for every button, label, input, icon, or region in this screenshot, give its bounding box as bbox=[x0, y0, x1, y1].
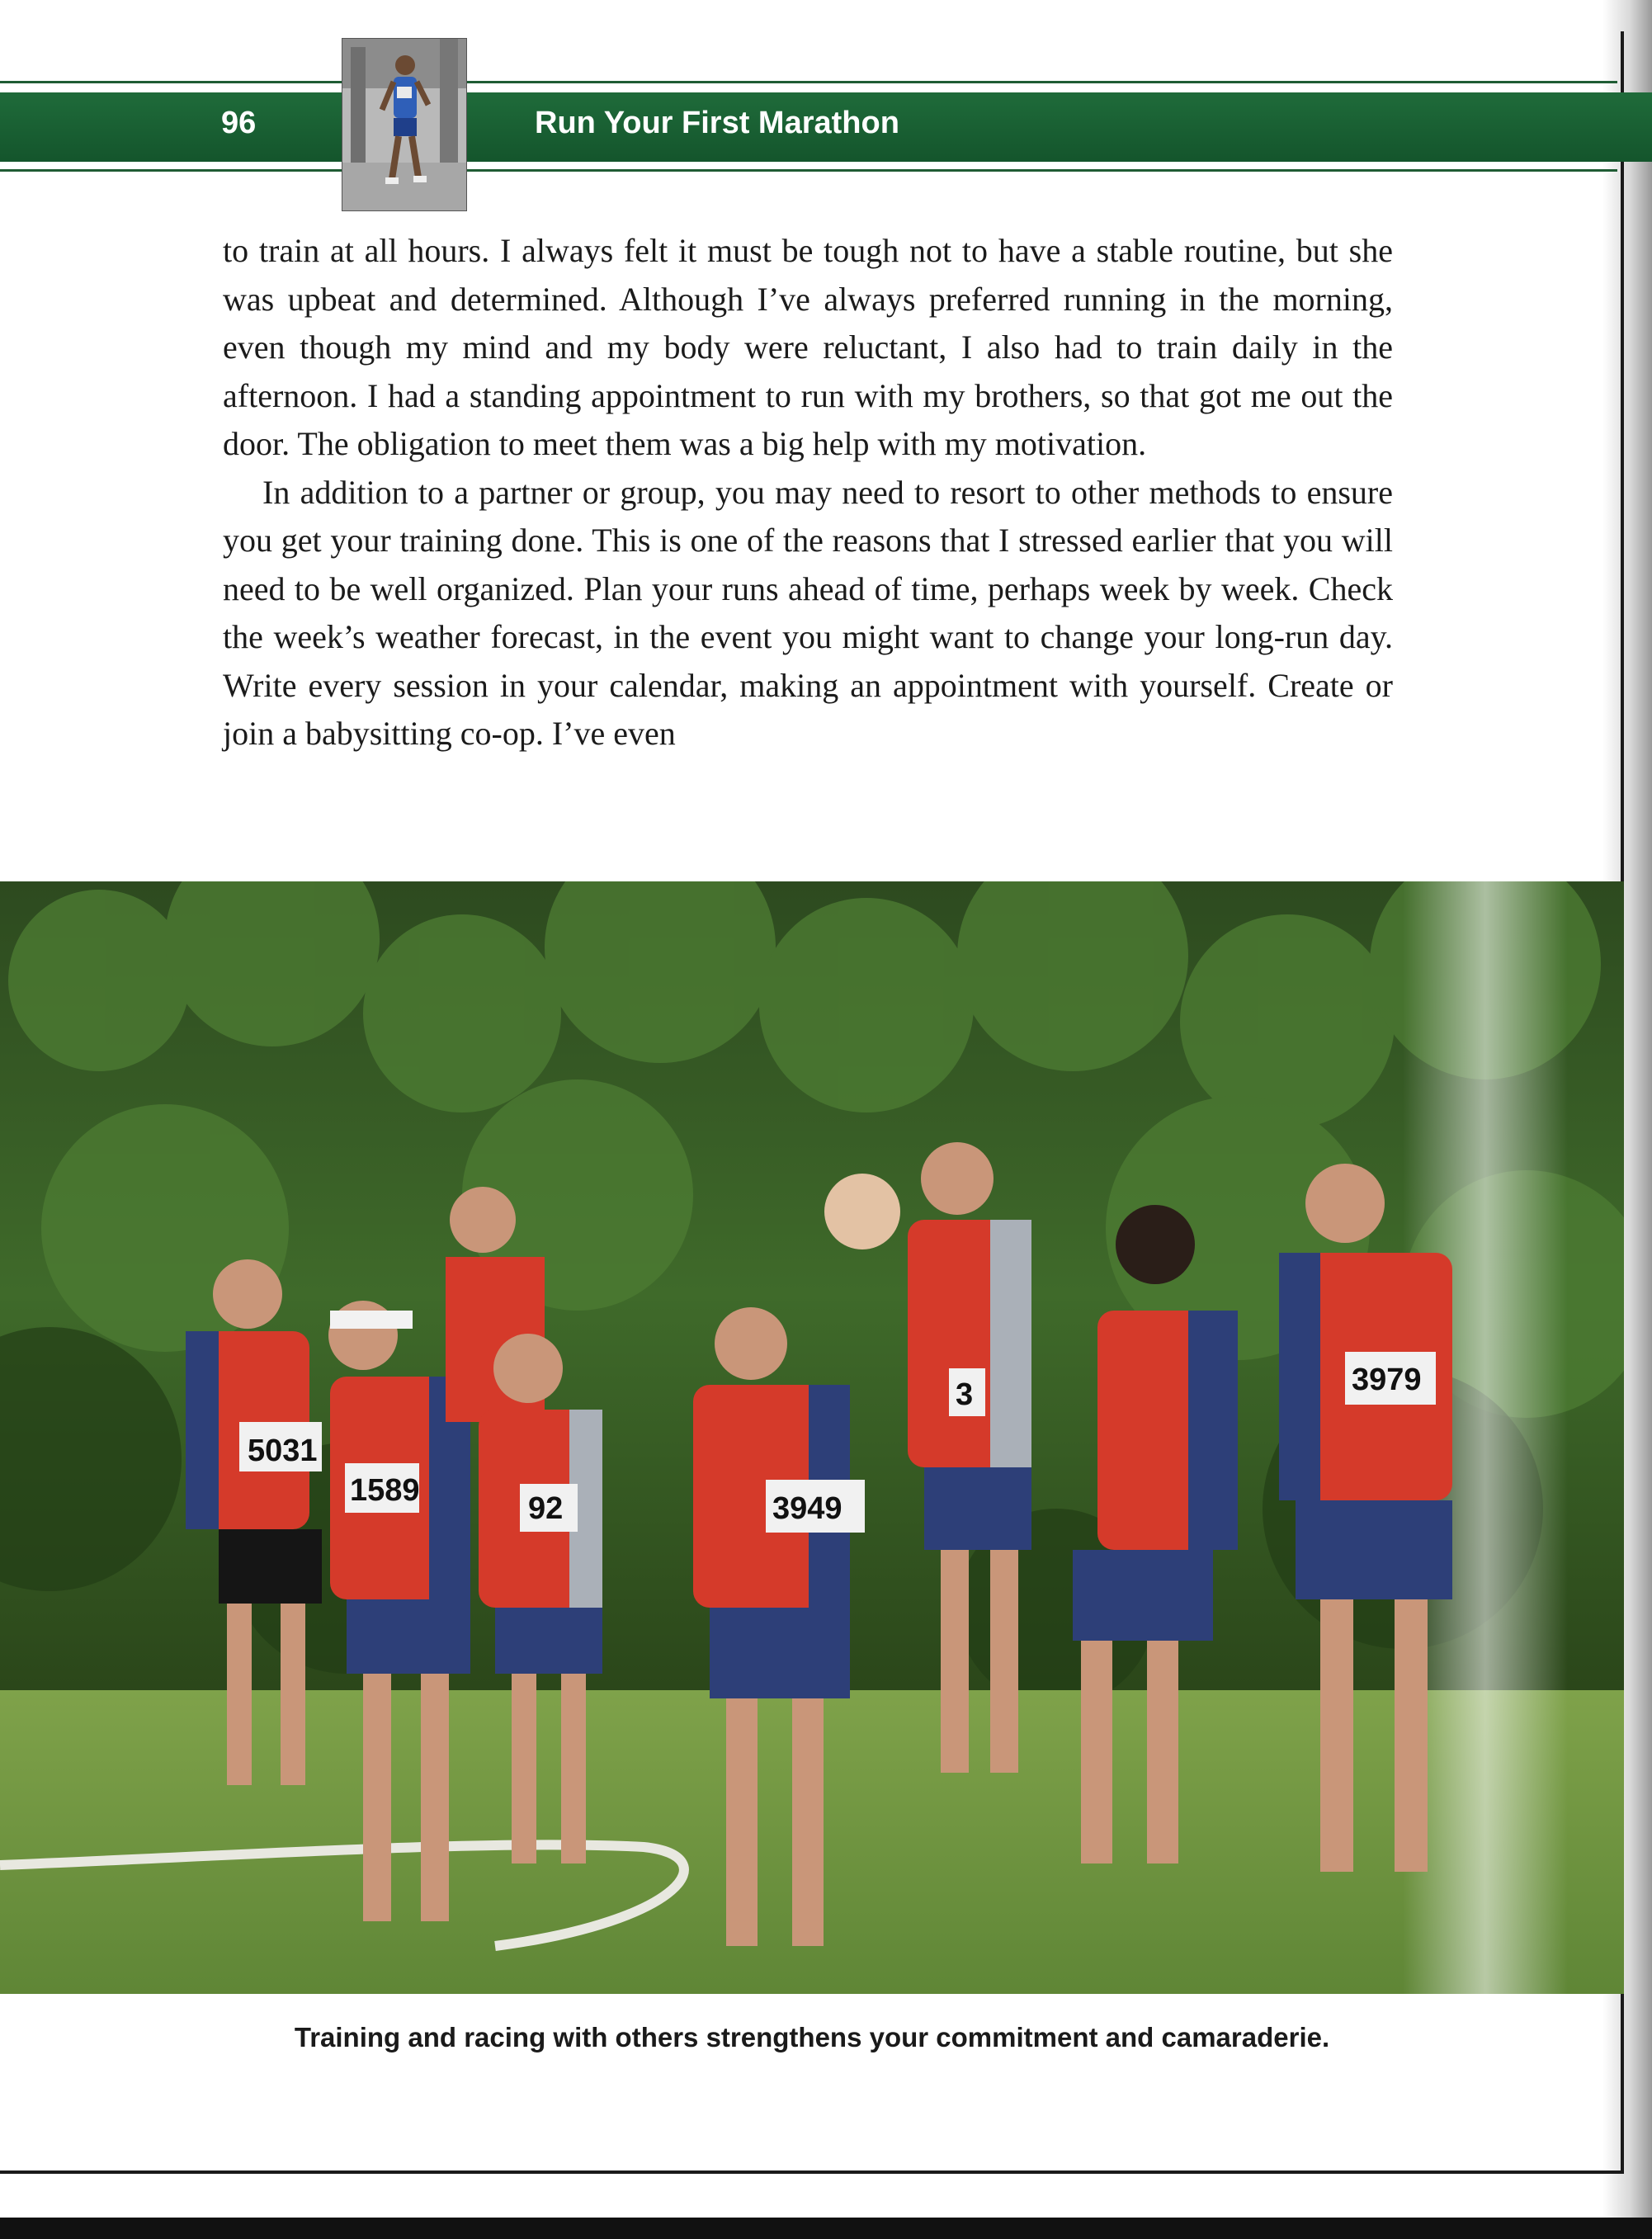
bib-3: 92 bbox=[528, 1491, 564, 1526]
scan-border bbox=[0, 2218, 1652, 2239]
page-frame-bottom bbox=[0, 2171, 1624, 2174]
body-text bbox=[223, 227, 1393, 758]
bib-1: 5031 bbox=[248, 1434, 318, 1468]
header-runner-thumbnail bbox=[342, 38, 467, 211]
header-rule-bottom bbox=[0, 169, 1617, 172]
paragraph-1: to train at all hours. I always felt it must be tough not to have a stable routine, but she was upbeat and determined. Although I’ve always preferred running in the morning, even though my mind and my body were reluctant, I also had to train daily in the afternoon. I had a standing appointment to run with my brothers, so that got me out the door. The obligation to meet them was a big help with my motivation. bbox=[223, 232, 1393, 462]
bib-6: 3979 bbox=[1352, 1363, 1422, 1397]
bib-2: 1589 bbox=[350, 1473, 420, 1508]
bib-4: 3949 bbox=[772, 1491, 843, 1526]
header-rule-top bbox=[0, 81, 1617, 83]
photo-caption: Training and racing with others strengthens your commitment and camaraderie. bbox=[294, 2022, 1330, 2052]
running-title: Run Your First Marathon bbox=[535, 106, 899, 140]
group-photo bbox=[0, 881, 1624, 1994]
runner-thumbnail-illustration bbox=[342, 39, 466, 210]
page-number: 96 bbox=[221, 106, 257, 140]
bib-5: 3 bbox=[956, 1377, 974, 1412]
paragraph-2: In addition to a partner or group, you may need to resort to other methods to ensure you get your training done. This is one of the reasons that I stressed earlier that you will need to be well organized. Plan your runs ahead of time, perhaps week by week. Check the week’s weather forecast, in the event you might want to change your long-run day. Write every session in your calendar, making an appointment with yourself. Create or join a babysitting co-op. I’ve even bbox=[223, 473, 1393, 752]
runners-group-illustration bbox=[0, 881, 1624, 1994]
